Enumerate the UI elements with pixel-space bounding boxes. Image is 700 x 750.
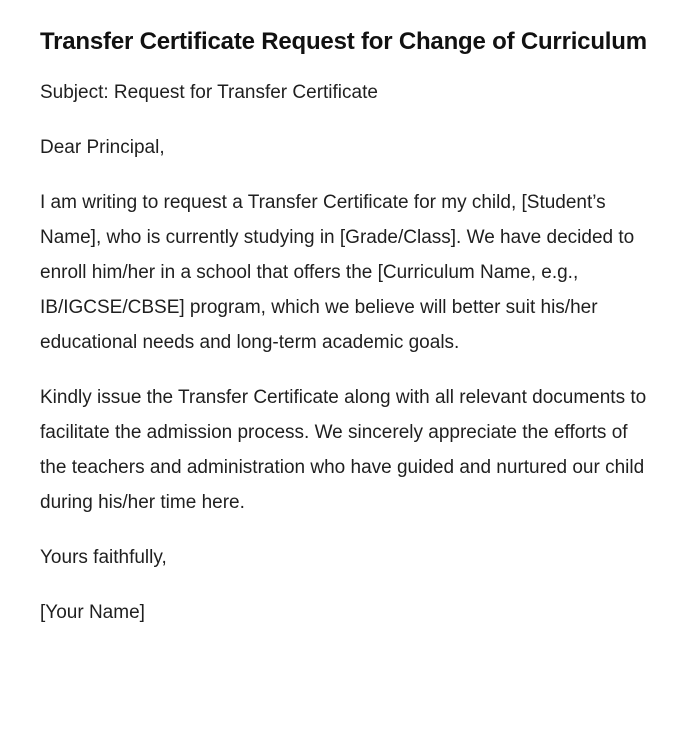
salutation: Dear Principal, xyxy=(40,137,165,158)
subject-line: Subject: Request for Transfer Certificate xyxy=(40,82,378,103)
body-paragraph-1: I am writing to request a Transfer Certificate for my child, [Student’s Name], who is currently studying in [Grade/Class]. We have decided to enroll him/her in a school that offers the [Curriculum Name, e.g., IB/IGCSE/CBSE] program, which we believe will better suit his/her educational needs and long-term academic goals. xyxy=(40,192,635,353)
letter-document xyxy=(40,20,650,650)
document-title: Transfer Certificate Request for Change of Curriculum xyxy=(40,28,647,55)
signature-placeholder: [Your Name] xyxy=(40,602,145,623)
closing: Yours faithfully, xyxy=(40,547,167,568)
body-paragraph-2: Kindly issue the Transfer Certificate along with all relevant documents to facilitate the admission process. We sincerely appreciate the efforts of the teachers and administration who have guided and nurtured our child during his/her time here. xyxy=(40,387,647,513)
